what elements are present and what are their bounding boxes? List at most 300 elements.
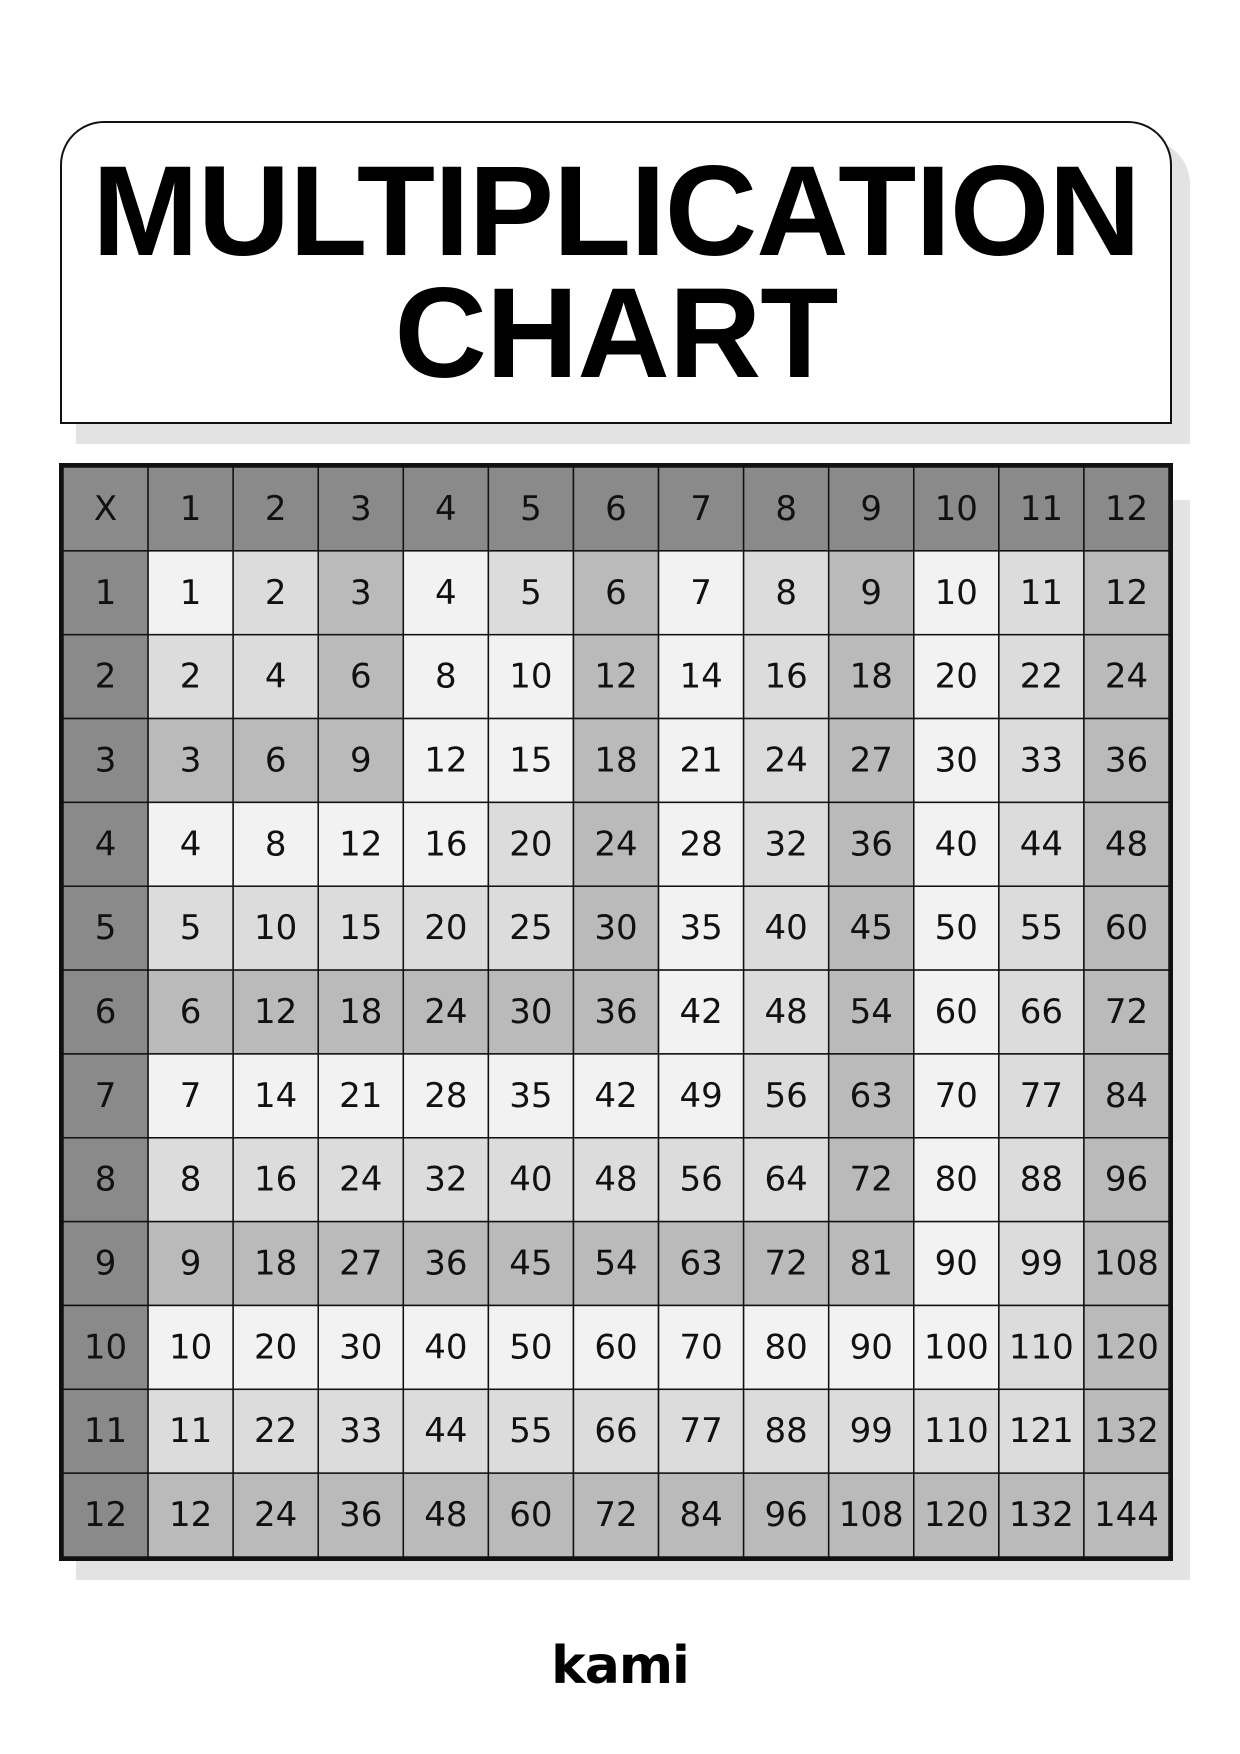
product-cell-value: 72	[764, 1243, 808, 1284]
column-header-value: 10	[934, 488, 978, 529]
product-cell-value: 14	[254, 1075, 298, 1116]
product-cell-value: 24	[424, 992, 468, 1032]
product-cell	[999, 719, 1084, 803]
product-cell	[829, 719, 914, 803]
product-cell-value: 20	[424, 908, 468, 949]
product-cell-value: 144	[1094, 1495, 1159, 1536]
multiplication-table	[59, 463, 1173, 1561]
product-cell	[914, 551, 999, 635]
column-header-value: 1	[179, 488, 202, 529]
product-cell	[148, 970, 233, 1054]
product-cell-value: 24	[1104, 656, 1149, 697]
title-line-2: CHART	[394, 261, 838, 405]
product-cell	[318, 1473, 403, 1557]
product-cell-value: 40	[424, 1327, 468, 1368]
product-cell	[573, 1138, 658, 1222]
row-header-value: 9	[94, 1243, 117, 1284]
corner-cell	[63, 467, 148, 551]
column-header-value: 11	[1019, 488, 1064, 529]
product-cell-value: 40	[934, 824, 978, 865]
product-cell-value: 33	[1019, 740, 1064, 781]
product-cell-value: 6	[605, 572, 627, 613]
product-cell	[233, 1389, 318, 1473]
product-cell-value: 99	[1019, 1243, 1064, 1284]
product-cell	[318, 970, 403, 1054]
product-cell-value: 36	[339, 1495, 383, 1536]
product-cell	[233, 1305, 318, 1389]
product-cell	[659, 1473, 744, 1557]
product-cell	[999, 886, 1084, 970]
product-cell-value: 32	[764, 824, 808, 865]
product-cell	[1084, 1054, 1169, 1138]
product-cell-value: 88	[1019, 1159, 1064, 1200]
product-cell	[1084, 1138, 1169, 1222]
product-cell	[659, 1389, 744, 1473]
product-cell	[148, 886, 233, 970]
product-cell	[233, 1054, 318, 1138]
product-cell-value: 70	[934, 1075, 978, 1116]
row-header-value: 3	[94, 740, 117, 781]
product-cell	[488, 1389, 573, 1473]
product-cell-value: 9	[860, 572, 883, 613]
product-cell	[233, 635, 318, 719]
product-cell	[148, 1222, 233, 1306]
product-cell-value: 60	[509, 1495, 553, 1536]
product-cell	[914, 1473, 999, 1557]
product-cell	[148, 1138, 233, 1222]
product-cell-value: 4	[264, 656, 287, 697]
product-cell-value: 42	[679, 992, 723, 1032]
kami-logo: kami	[551, 1636, 689, 1696]
product-cell	[744, 1473, 829, 1557]
product-cell-value: 60	[1104, 908, 1149, 949]
product-cell	[659, 1222, 744, 1306]
product-cell-value: 24	[764, 740, 808, 781]
product-cell	[233, 719, 318, 803]
product-cell-value: 36	[594, 992, 638, 1032]
product-cell	[318, 886, 403, 970]
column-header	[403, 467, 488, 551]
product-cell-value: 20	[509, 824, 553, 865]
row-header-value: 2	[94, 656, 117, 697]
product-cell-value: 55	[509, 1411, 553, 1452]
product-cell-value: 90	[849, 1327, 893, 1368]
product-cell	[1084, 886, 1169, 970]
product-cell-value: 21	[339, 1075, 383, 1116]
product-cell	[1084, 1389, 1169, 1473]
product-cell	[573, 1473, 658, 1557]
product-cell	[403, 551, 488, 635]
row-header	[63, 886, 148, 970]
product-cell-value: 48	[594, 1159, 638, 1200]
product-cell-value: 60	[934, 992, 978, 1032]
product-cell-value: 84	[1104, 1075, 1149, 1116]
product-cell	[488, 719, 573, 803]
product-cell-value: 110	[923, 1411, 989, 1452]
product-cell-value: 80	[764, 1327, 808, 1368]
product-cell	[488, 970, 573, 1054]
product-cell-value: 40	[509, 1159, 553, 1200]
product-cell	[829, 551, 914, 635]
product-cell-value: 12	[168, 1495, 213, 1536]
product-cell-value: 7	[690, 572, 712, 613]
row-header	[63, 635, 148, 719]
product-cell	[744, 1222, 829, 1306]
row-header-value: 11	[83, 1411, 128, 1452]
product-cell-value: 27	[849, 740, 893, 781]
product-cell	[829, 802, 914, 886]
product-cell	[744, 802, 829, 886]
product-cell-value: 16	[254, 1159, 298, 1200]
product-cell	[148, 1305, 233, 1389]
product-cell	[1084, 970, 1169, 1054]
product-cell	[744, 1389, 829, 1473]
product-cell-value: 1	[179, 572, 202, 613]
product-cell-value: 60	[594, 1327, 638, 1368]
row-header-value: 4	[94, 824, 117, 865]
product-cell	[829, 635, 914, 719]
product-cell-value: 20	[254, 1327, 298, 1368]
product-cell-value: 55	[1019, 908, 1064, 949]
product-cell-value: 30	[509, 992, 553, 1032]
product-cell	[744, 719, 829, 803]
product-cell	[914, 1389, 999, 1473]
product-cell-value: 99	[849, 1411, 893, 1452]
product-cell	[233, 1222, 318, 1306]
product-cell-value: 36	[1104, 740, 1149, 781]
product-cell	[914, 802, 999, 886]
product-cell	[403, 1473, 488, 1557]
product-cell	[744, 970, 829, 1054]
product-cell	[403, 1222, 488, 1306]
product-cell-value: 132	[1094, 1411, 1159, 1452]
product-cell-value: 54	[849, 992, 893, 1032]
column-header-value: 7	[690, 488, 712, 529]
product-cell-value: 77	[679, 1411, 723, 1452]
product-cell	[573, 1389, 658, 1473]
product-cell	[744, 635, 829, 719]
product-cell	[659, 802, 744, 886]
product-cell	[403, 1054, 488, 1138]
product-cell	[573, 1054, 658, 1138]
product-cell	[829, 1222, 914, 1306]
product-cell-value: 14	[679, 656, 723, 697]
product-cell	[233, 886, 318, 970]
product-cell	[573, 970, 658, 1054]
row-header	[63, 1138, 148, 1222]
product-cell	[1084, 719, 1169, 803]
product-cell	[573, 1305, 658, 1389]
product-cell	[999, 1389, 1084, 1473]
product-cell-value: 16	[424, 824, 468, 865]
product-cell-value: 66	[594, 1411, 638, 1452]
product-cell	[488, 1473, 573, 1557]
product-cell-value: 120	[1094, 1327, 1159, 1368]
row-header	[63, 1054, 148, 1138]
column-header-value: 12	[1104, 488, 1149, 529]
product-cell-value: 35	[679, 908, 723, 949]
product-cell	[403, 1389, 488, 1473]
product-cell	[1084, 1305, 1169, 1389]
product-cell-value: 50	[509, 1327, 553, 1368]
product-cell	[488, 1138, 573, 1222]
product-cell-value: 70	[679, 1327, 723, 1368]
column-header-value: 9	[860, 488, 883, 529]
product-cell-value: 132	[1008, 1495, 1074, 1536]
product-cell-value: 15	[509, 740, 553, 781]
product-cell	[999, 802, 1084, 886]
product-cell	[829, 886, 914, 970]
product-cell	[573, 719, 658, 803]
row-header	[63, 1473, 148, 1557]
product-cell-value: 6	[264, 740, 287, 781]
product-cell-value: 45	[509, 1243, 553, 1284]
row-header-value: 6	[94, 992, 117, 1032]
product-cell-value: 10	[934, 572, 978, 613]
product-cell	[573, 802, 658, 886]
product-cell-value: 21	[679, 740, 723, 781]
product-cell	[999, 551, 1084, 635]
product-cell-value: 30	[934, 740, 978, 781]
product-cell	[999, 970, 1084, 1054]
product-cell-value: 48	[1104, 824, 1149, 865]
product-cell-value: 54	[594, 1243, 638, 1284]
product-cell-value: 72	[594, 1495, 638, 1536]
product-cell	[318, 551, 403, 635]
product-cell-value: 25	[509, 908, 553, 949]
product-cell	[403, 1138, 488, 1222]
product-cell	[403, 635, 488, 719]
product-cell-value: 50	[934, 908, 978, 949]
product-cell-value: 11	[168, 1411, 213, 1452]
product-cell-value: 88	[764, 1411, 808, 1452]
product-cell	[148, 635, 233, 719]
product-cell	[999, 1473, 1084, 1557]
product-cell-value: 10	[254, 908, 298, 949]
product-cell	[318, 802, 403, 886]
product-cell	[573, 886, 658, 970]
product-cell	[318, 1054, 403, 1138]
product-cell	[659, 1138, 744, 1222]
product-cell-value: 15	[339, 908, 383, 949]
product-cell	[488, 1054, 573, 1138]
product-cell	[999, 1054, 1084, 1138]
product-cell-value: 24	[254, 1495, 298, 1536]
row-header	[63, 1305, 148, 1389]
product-cell-value: 12	[339, 824, 383, 865]
product-cell-value: 24	[339, 1159, 383, 1200]
product-cell-value: 121	[1008, 1411, 1074, 1452]
product-cell	[573, 551, 658, 635]
title-banner	[60, 121, 1172, 424]
product-cell-value: 8	[775, 572, 797, 613]
product-cell	[659, 1054, 744, 1138]
product-cell	[1084, 802, 1169, 886]
product-cell-value: 12	[1104, 572, 1149, 613]
product-cell	[1084, 635, 1169, 719]
product-cell	[318, 635, 403, 719]
row-header-value: 7	[94, 1075, 117, 1116]
product-cell	[914, 886, 999, 970]
product-cell	[999, 1138, 1084, 1222]
product-cell-value: 77	[1019, 1075, 1064, 1116]
product-cell	[914, 1054, 999, 1138]
product-cell-value: 12	[424, 740, 468, 781]
product-cell	[999, 635, 1084, 719]
product-cell	[488, 886, 573, 970]
product-cell	[573, 1222, 658, 1306]
product-cell-value: 27	[339, 1243, 383, 1284]
product-cell-value: 56	[679, 1159, 723, 1200]
product-cell	[148, 551, 233, 635]
product-cell	[914, 719, 999, 803]
row-header-value: 10	[83, 1327, 128, 1368]
product-cell-value: 3	[349, 572, 372, 613]
product-cell	[318, 1138, 403, 1222]
product-cell-value: 9	[349, 740, 372, 781]
product-cell	[659, 635, 744, 719]
row-header-value: 12	[83, 1495, 128, 1536]
product-cell-value: 120	[923, 1495, 989, 1536]
product-cell-value: 72	[849, 1159, 893, 1200]
product-cell-value: 108	[1094, 1243, 1159, 1284]
product-cell	[999, 1222, 1084, 1306]
product-cell	[403, 1305, 488, 1389]
product-cell-value: 28	[424, 1075, 468, 1116]
product-cell-value: 6	[179, 992, 202, 1032]
product-cell-value: 72	[1104, 992, 1149, 1032]
product-cell	[744, 886, 829, 970]
product-cell	[573, 635, 658, 719]
column-header	[914, 467, 999, 551]
product-cell-value: 48	[764, 992, 808, 1032]
product-cell	[403, 802, 488, 886]
row-header	[63, 802, 148, 886]
title-line-1: MULTIPLICATION	[92, 139, 1140, 283]
product-cell-value: 30	[339, 1327, 383, 1368]
product-cell-value: 108	[838, 1495, 904, 1536]
product-cell	[488, 551, 573, 635]
product-cell-value: 9	[179, 1243, 202, 1284]
product-cell-value: 18	[339, 992, 383, 1032]
product-cell	[999, 1305, 1084, 1389]
multiplication-grid	[63, 467, 1169, 1557]
product-cell-value: 56	[764, 1075, 808, 1116]
product-cell-value: 64	[764, 1159, 808, 1200]
column-header	[999, 467, 1084, 551]
product-cell-value: 5	[520, 572, 542, 613]
product-cell-value: 90	[934, 1243, 978, 1284]
product-cell-value: 81	[849, 1243, 893, 1284]
product-cell-value: 63	[679, 1243, 723, 1284]
product-cell-value: 12	[254, 992, 298, 1032]
product-cell	[914, 635, 999, 719]
product-cell-value: 35	[509, 1075, 553, 1116]
product-cell	[148, 719, 233, 803]
column-header-value: 5	[520, 488, 542, 529]
product-cell-value: 96	[1104, 1159, 1149, 1200]
product-cell-value: 24	[594, 824, 638, 865]
column-header-value: 2	[264, 488, 287, 529]
product-cell-value: 16	[764, 656, 808, 697]
product-cell-value: 4	[179, 824, 202, 865]
product-cell	[233, 970, 318, 1054]
column-header-value: 4	[435, 488, 457, 529]
product-cell	[148, 1473, 233, 1557]
product-cell-value: 84	[679, 1495, 723, 1536]
column-header	[148, 467, 233, 551]
product-cell-value: 5	[179, 908, 202, 949]
product-cell	[403, 970, 488, 1054]
product-cell	[318, 719, 403, 803]
corner-cell-value: X	[93, 488, 118, 529]
product-cell-value: 22	[254, 1411, 298, 1452]
product-cell-value: 36	[424, 1243, 468, 1284]
product-cell	[829, 1305, 914, 1389]
product-cell	[233, 802, 318, 886]
product-cell-value: 12	[594, 656, 638, 697]
product-cell	[488, 635, 573, 719]
row-header	[63, 1222, 148, 1306]
product-cell-value: 44	[1019, 824, 1064, 865]
product-cell	[914, 1138, 999, 1222]
product-cell	[1084, 551, 1169, 635]
column-header	[744, 467, 829, 551]
product-cell	[233, 1473, 318, 1557]
product-cell-value: 8	[435, 656, 457, 697]
product-cell	[1084, 1222, 1169, 1306]
product-cell-value: 33	[339, 1411, 383, 1452]
row-header	[63, 1389, 148, 1473]
product-cell-value: 8	[179, 1159, 202, 1200]
product-cell-value: 22	[1019, 656, 1064, 697]
column-header-value: 8	[775, 488, 797, 529]
product-cell-value: 96	[764, 1495, 808, 1536]
product-cell-value: 18	[594, 740, 638, 781]
product-cell	[488, 1222, 573, 1306]
product-cell	[829, 1054, 914, 1138]
row-header-value: 8	[94, 1159, 117, 1200]
product-cell	[488, 802, 573, 886]
product-cell-value: 28	[679, 824, 723, 865]
column-header	[488, 467, 573, 551]
product-cell-value: 45	[849, 908, 893, 949]
column-header	[829, 467, 914, 551]
product-cell	[233, 1138, 318, 1222]
product-cell-value: 63	[849, 1075, 893, 1116]
product-cell-value: 66	[1019, 992, 1064, 1032]
product-cell-value: 18	[849, 656, 893, 697]
product-cell-value: 80	[934, 1159, 978, 1200]
product-cell-value: 11	[1019, 572, 1064, 613]
product-cell	[659, 1305, 744, 1389]
product-cell-value: 7	[179, 1075, 202, 1116]
product-cell	[829, 1473, 914, 1557]
product-cell	[318, 1305, 403, 1389]
product-cell-value: 4	[435, 572, 457, 613]
product-cell	[148, 1054, 233, 1138]
product-cell	[148, 1389, 233, 1473]
product-cell	[403, 886, 488, 970]
product-cell-value: 18	[254, 1243, 298, 1284]
product-cell-value: 2	[179, 656, 202, 697]
row-header-value: 5	[94, 908, 117, 949]
product-cell-value: 20	[934, 656, 978, 697]
product-cell	[829, 970, 914, 1054]
product-cell	[914, 1222, 999, 1306]
product-cell	[829, 1389, 914, 1473]
product-cell-value: 30	[594, 908, 638, 949]
